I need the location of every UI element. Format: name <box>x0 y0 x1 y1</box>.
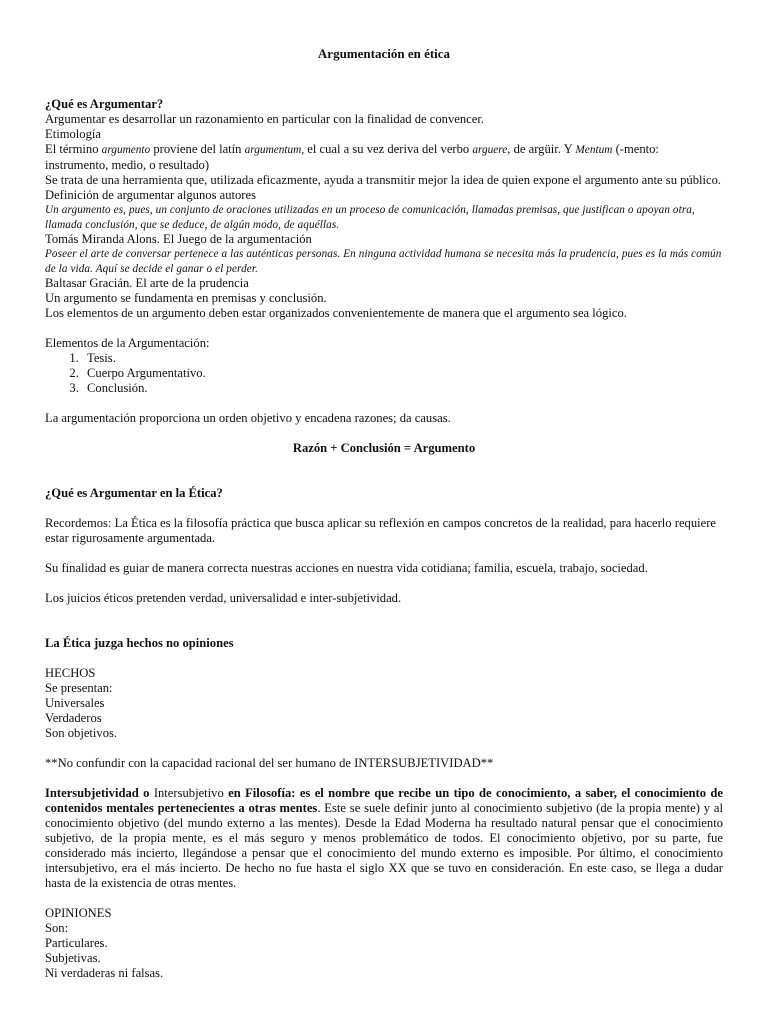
definition-bold: en Filosofía: es el nombre que recibe un tipo de conocimiento, a saber, el conocimiento de contenidos mentales pertenecientes a otras mentes <box>45 786 724 816</box>
list-item: 3. Conclusión. <box>82 381 723 396</box>
paragraph-juicios: Los juicios éticos pretenden verdad, universalidad e inter-subjetividad. <box>45 591 402 606</box>
spacer <box>45 501 723 516</box>
section-heading-etica: ¿Qué es Argumentar en la Ética? <box>45 486 223 501</box>
authors-label: Definición de argumentar algunos autores <box>45 188 256 202</box>
spacer <box>45 771 723 786</box>
spacer <box>45 546 723 561</box>
list-item: 2. Cuerpo Argumentativo. <box>82 366 723 381</box>
text: (-mento: instrumento, medio, o resultado) <box>45 142 659 172</box>
text: , de argüir. Y <box>507 142 576 156</box>
document-title: Argumentación en ética <box>317 46 451 61</box>
term-intersubjetividad: Intersubjetividad o <box>45 786 154 801</box>
premises-line: Un argumento se fundamenta en premisas y conclusión. <box>45 291 327 306</box>
definition-line: Argumentar es desarrollar un razonamiento en particular con la finalidad de convencer. <box>45 112 484 126</box>
order-line: La argumentación proporciona un orden objetivo y encadena razones; da causas. <box>45 411 451 426</box>
spacer <box>45 576 723 591</box>
quote-miranda: Un argumento es, pues, un conjunto de oraciones utilizadas en un proceso de comunicación, llamadas premisas, que justifican o apoyan otra, llamada conclusión, que se deduce, de algún modo, de aquéllas. <box>45 204 695 231</box>
hechos-line: HECHOS <box>45 666 96 681</box>
hechos-line: Verdaderos <box>45 711 102 726</box>
section-heading-hechos: La Ética juzga hechos no opiniones <box>45 636 234 651</box>
hechos-line: Se presentan: <box>45 681 113 696</box>
spacer <box>45 321 723 336</box>
quote-author-gracian: Baltasar Gracián. El arte de la prudencia <box>45 276 249 291</box>
elements-list <box>45 351 723 396</box>
opiniones-line: OPINIONES <box>45 906 112 921</box>
quote-author-miranda: Tomás Miranda Alons. El Juego de la argumentación <box>45 232 312 247</box>
term-argumento: argumento <box>101 144 151 156</box>
section-heading-argumentar: ¿Qué es Argumentar? <box>45 97 164 111</box>
intersubjetividad-paragraph <box>45 786 723 891</box>
opiniones-line: Son: <box>45 921 69 936</box>
text: El término <box>45 142 102 156</box>
note-line: **No confundir con la capacidad racional del ser humano de INTERSUBJETIVIDAD** <box>45 756 494 771</box>
term-argumentum: argumentum, <box>244 144 305 156</box>
paragraph-finalidad: Su finalidad es guiar de manera correcta nuestras acciones en nuestra vida cotidiana; familia, escuela, trabajo, sociedad. <box>45 561 648 576</box>
text: proviene del latín <box>150 142 245 156</box>
spacer <box>45 651 723 666</box>
tool-line: Se trata de una herramienta que, utilizada eficazmente, ayuda a transmitir mejor la idea de quien expone el argumento ante su público. <box>45 173 722 187</box>
spacer <box>45 396 723 411</box>
list-item: 1. Tesis. <box>82 351 723 366</box>
etymology-label: Etimología <box>45 127 101 141</box>
formula: Razón + Conclusión = Argumento <box>292 441 476 456</box>
paragraph-recordemos: Recordemos: La Ética es la filosofía práctica que busca aplicar su reflexión en campos concretos de la realidad, para hacerlo requiere estar rigurosamente argumentada. <box>45 516 716 546</box>
spacer <box>45 426 723 441</box>
term-mentum: Mentum <box>575 144 613 156</box>
term-arguere: arguere <box>472 144 508 156</box>
definition-rest: . Este se suele definir junto al conocimiento subjetivo (de la propia mente) y al conocimiento objetivo (del mundo externo a las mentes). Desde la Edad Moderna ha resultado natural pensar que el conocimiento subjetivo, de la propia mente, es el más seguro y menos problemático de todos. El conocimiento objetivo, por su parte, fue considerado más incierto, llegándose a pensar que el conocimiento del mundo externo es imposible. Por último, el conocimiento intersubjetivo, era el más incierto. De hecho no fue hasta el siglo XX que se tuvo en consideración. En este caso, se llega a dudar hasta de la existencia de otras mentes. <box>45 801 723 891</box>
hechos-line: Universales <box>45 696 105 711</box>
term-intersubjetivo: Intersubjetivo <box>153 786 224 801</box>
spacer <box>45 741 723 756</box>
opiniones-line: Subjetivas. <box>45 951 101 966</box>
spacer <box>45 891 723 906</box>
opiniones-line: Particulares. <box>45 936 108 951</box>
hechos-line: Son objetivos. <box>45 726 118 741</box>
spacer <box>45 606 723 636</box>
quote-gracian: Poseer el arte de conversar pertenece a las auténticas personas. En ninguna actividad humana se necesita más la prudencia, pues es la más común de la vida. Aquí se decide el ganar o el perder. <box>45 248 722 275</box>
elements-heading: Elementos de la Argumentación: <box>45 336 210 351</box>
text: el cual a su vez deriva del verbo <box>304 142 473 156</box>
document-page <box>45 46 723 981</box>
organization-line: Los elementos de un argumento deben estar organizados convenientemente de manera que el argumento sea lógico. <box>45 306 627 321</box>
etymology-line <box>45 142 723 173</box>
opiniones-line: Ni verdaderas ni falsas. <box>45 966 164 981</box>
spacer <box>45 456 723 486</box>
